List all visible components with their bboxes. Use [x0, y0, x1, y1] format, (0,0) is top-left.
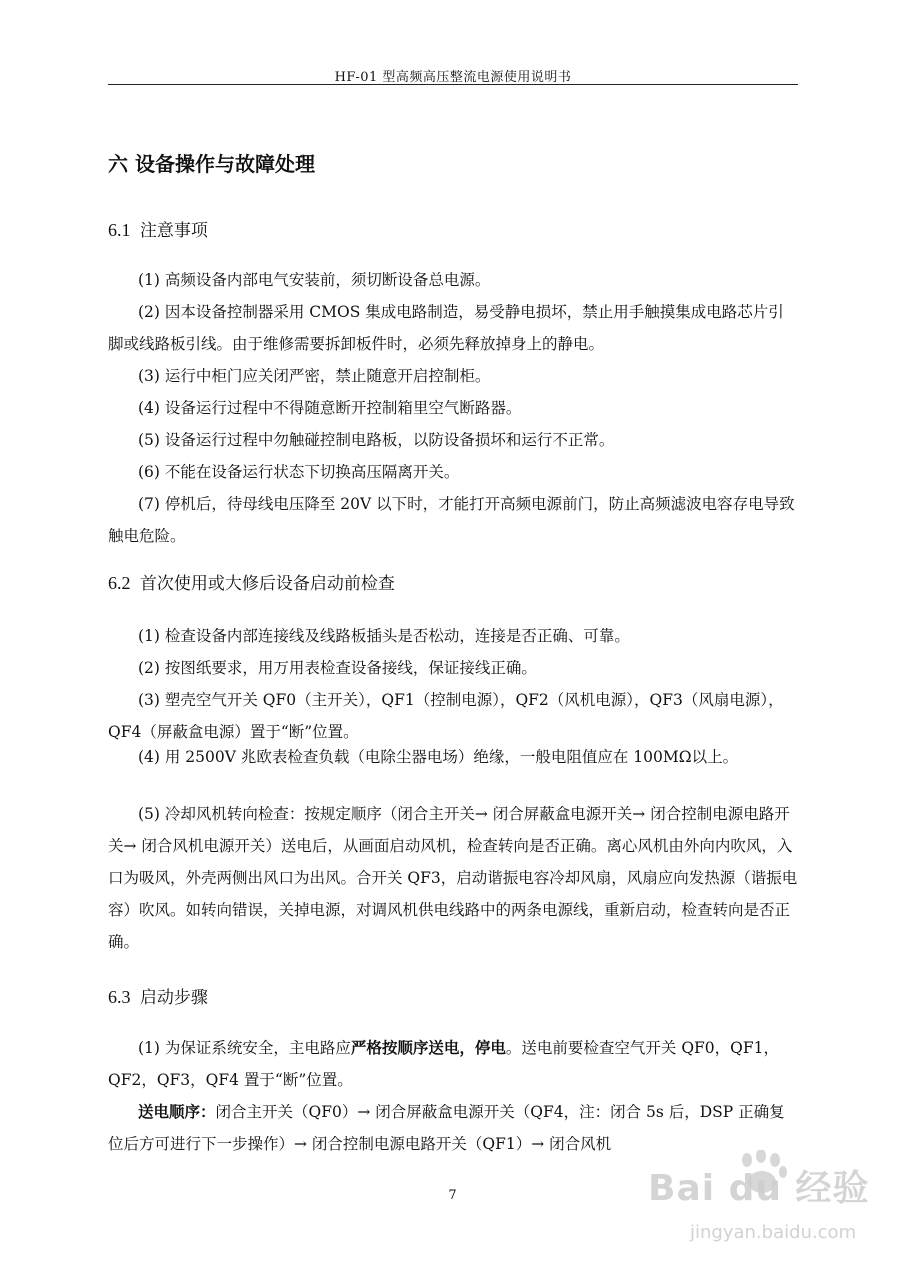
paragraph: (4) 设备运行过程中不得随意断开控制箱里空气断路器。 — [138, 399, 522, 417]
watermark-brand: Bai du 经验 — [648, 1168, 870, 1209]
section-6-1-title — [108, 216, 208, 241]
page-number: 7 — [448, 1188, 457, 1203]
header-rule — [108, 84, 798, 85]
paragraph: (5) 设备运行过程中勿触碰控制电路板，以防设备损坏和运行不正常。 — [138, 431, 615, 449]
paragraph: (1) 为保证系统安全，主电路应严格按顺序送电，停电。送电前要检查空气开关 QF0，QF1，QF2，QF3，QF4 置于“断”位置。 — [108, 1038, 779, 1089]
paragraph: (2) 因本设备控制器采用 CMOS 集成电路制造，易受静电损坏，禁止用手触摸集成电路芯片引脚或线路板引线。由于维修需要拆卸板件时，必须先释放掉身上的静电。 — [108, 303, 784, 353]
emphasis: 严格按顺序送电，停电 — [350, 1038, 506, 1057]
section-title-text: 注意事项 — [139, 221, 208, 241]
section-number: 6.3 — [108, 987, 131, 1007]
paragraph: 送电顺序：闭合主开关（QF0）→ 闭合屏蔽盒电源开关（QF4，注：闭合 5s 后，DSP 正确复位后方可进行下一步操作）→ 闭合控制电源电路开关（QF1）→ 闭合风机 — [108, 1102, 785, 1153]
emphasis-label: 送电顺序： — [138, 1102, 216, 1121]
paragraph: (3) 运行中柜门应关闭严密，禁止随意开启控制柜。 — [138, 367, 491, 385]
paragraph: (7) 停机后，待母线电压降至 20V 以下时，才能打开高频电源前门，防止高频滤波电容存电导致触电危险。 — [108, 495, 795, 545]
paragraph: (1) 检查设备内部连接线及线路板插头是否松动，连接是否正确、可靠。 — [138, 627, 630, 645]
paragraph: (3) 塑壳空气开关 QF0（主开关），QF1（控制电源），QF2（风机电源），QF3（风扇电源），QF4（屏蔽盒电源）置于“断”位置。 — [108, 691, 784, 741]
paragraph: (6) 不能在设备运行状态下切换高压隔离开关。 — [138, 463, 460, 481]
paragraph: (4) 用 2500V 兆欧表检查负载（电除尘器电场）绝缘，一般电阻值应在 100MΩ以上。 — [138, 748, 739, 766]
watermark-url: jingyan.baidu.com — [690, 1222, 857, 1243]
paragraph: (2) 按图纸要求，用万用表检查设备接线，保证接线正确。 — [138, 659, 537, 677]
running-header: HF-01 型高频高压整流电源使用说明书 — [334, 70, 572, 85]
section-6-2-title — [108, 569, 395, 594]
section-title-text: 启动步骤 — [139, 988, 208, 1008]
chapter-title: 六 设备操作与故障处理 — [108, 152, 315, 176]
section-number: 6.2 — [108, 573, 131, 593]
paragraph: (1) 高频设备内部电气安装前，须切断设备总电源。 — [138, 271, 491, 289]
section-number: 6.1 — [108, 220, 131, 240]
section-title-text: 首次使用或大修后设备启动前检查 — [139, 574, 395, 594]
paragraph: (5) 冷却风机转向检查：按规定顺序（闭合主开关→ 闭合屏蔽盒电源开关→ 闭合控制电源电路开关→ 闭合风机电源开关）送电后，从画面启动风机，检查转向是否正确。离心风机由外向内吹风，入口为吸风，外壳两侧出风口为出风。合开关 QF3，启动谐振电容冷却风扇，风扇应向发热源（谐振电容）吹风。如转向错误，关掉电源，对调风机供电线路中的两条电源线，重新启动，检查转向是否正确。 — [108, 805, 798, 951]
section-6-3-title — [108, 983, 208, 1008]
